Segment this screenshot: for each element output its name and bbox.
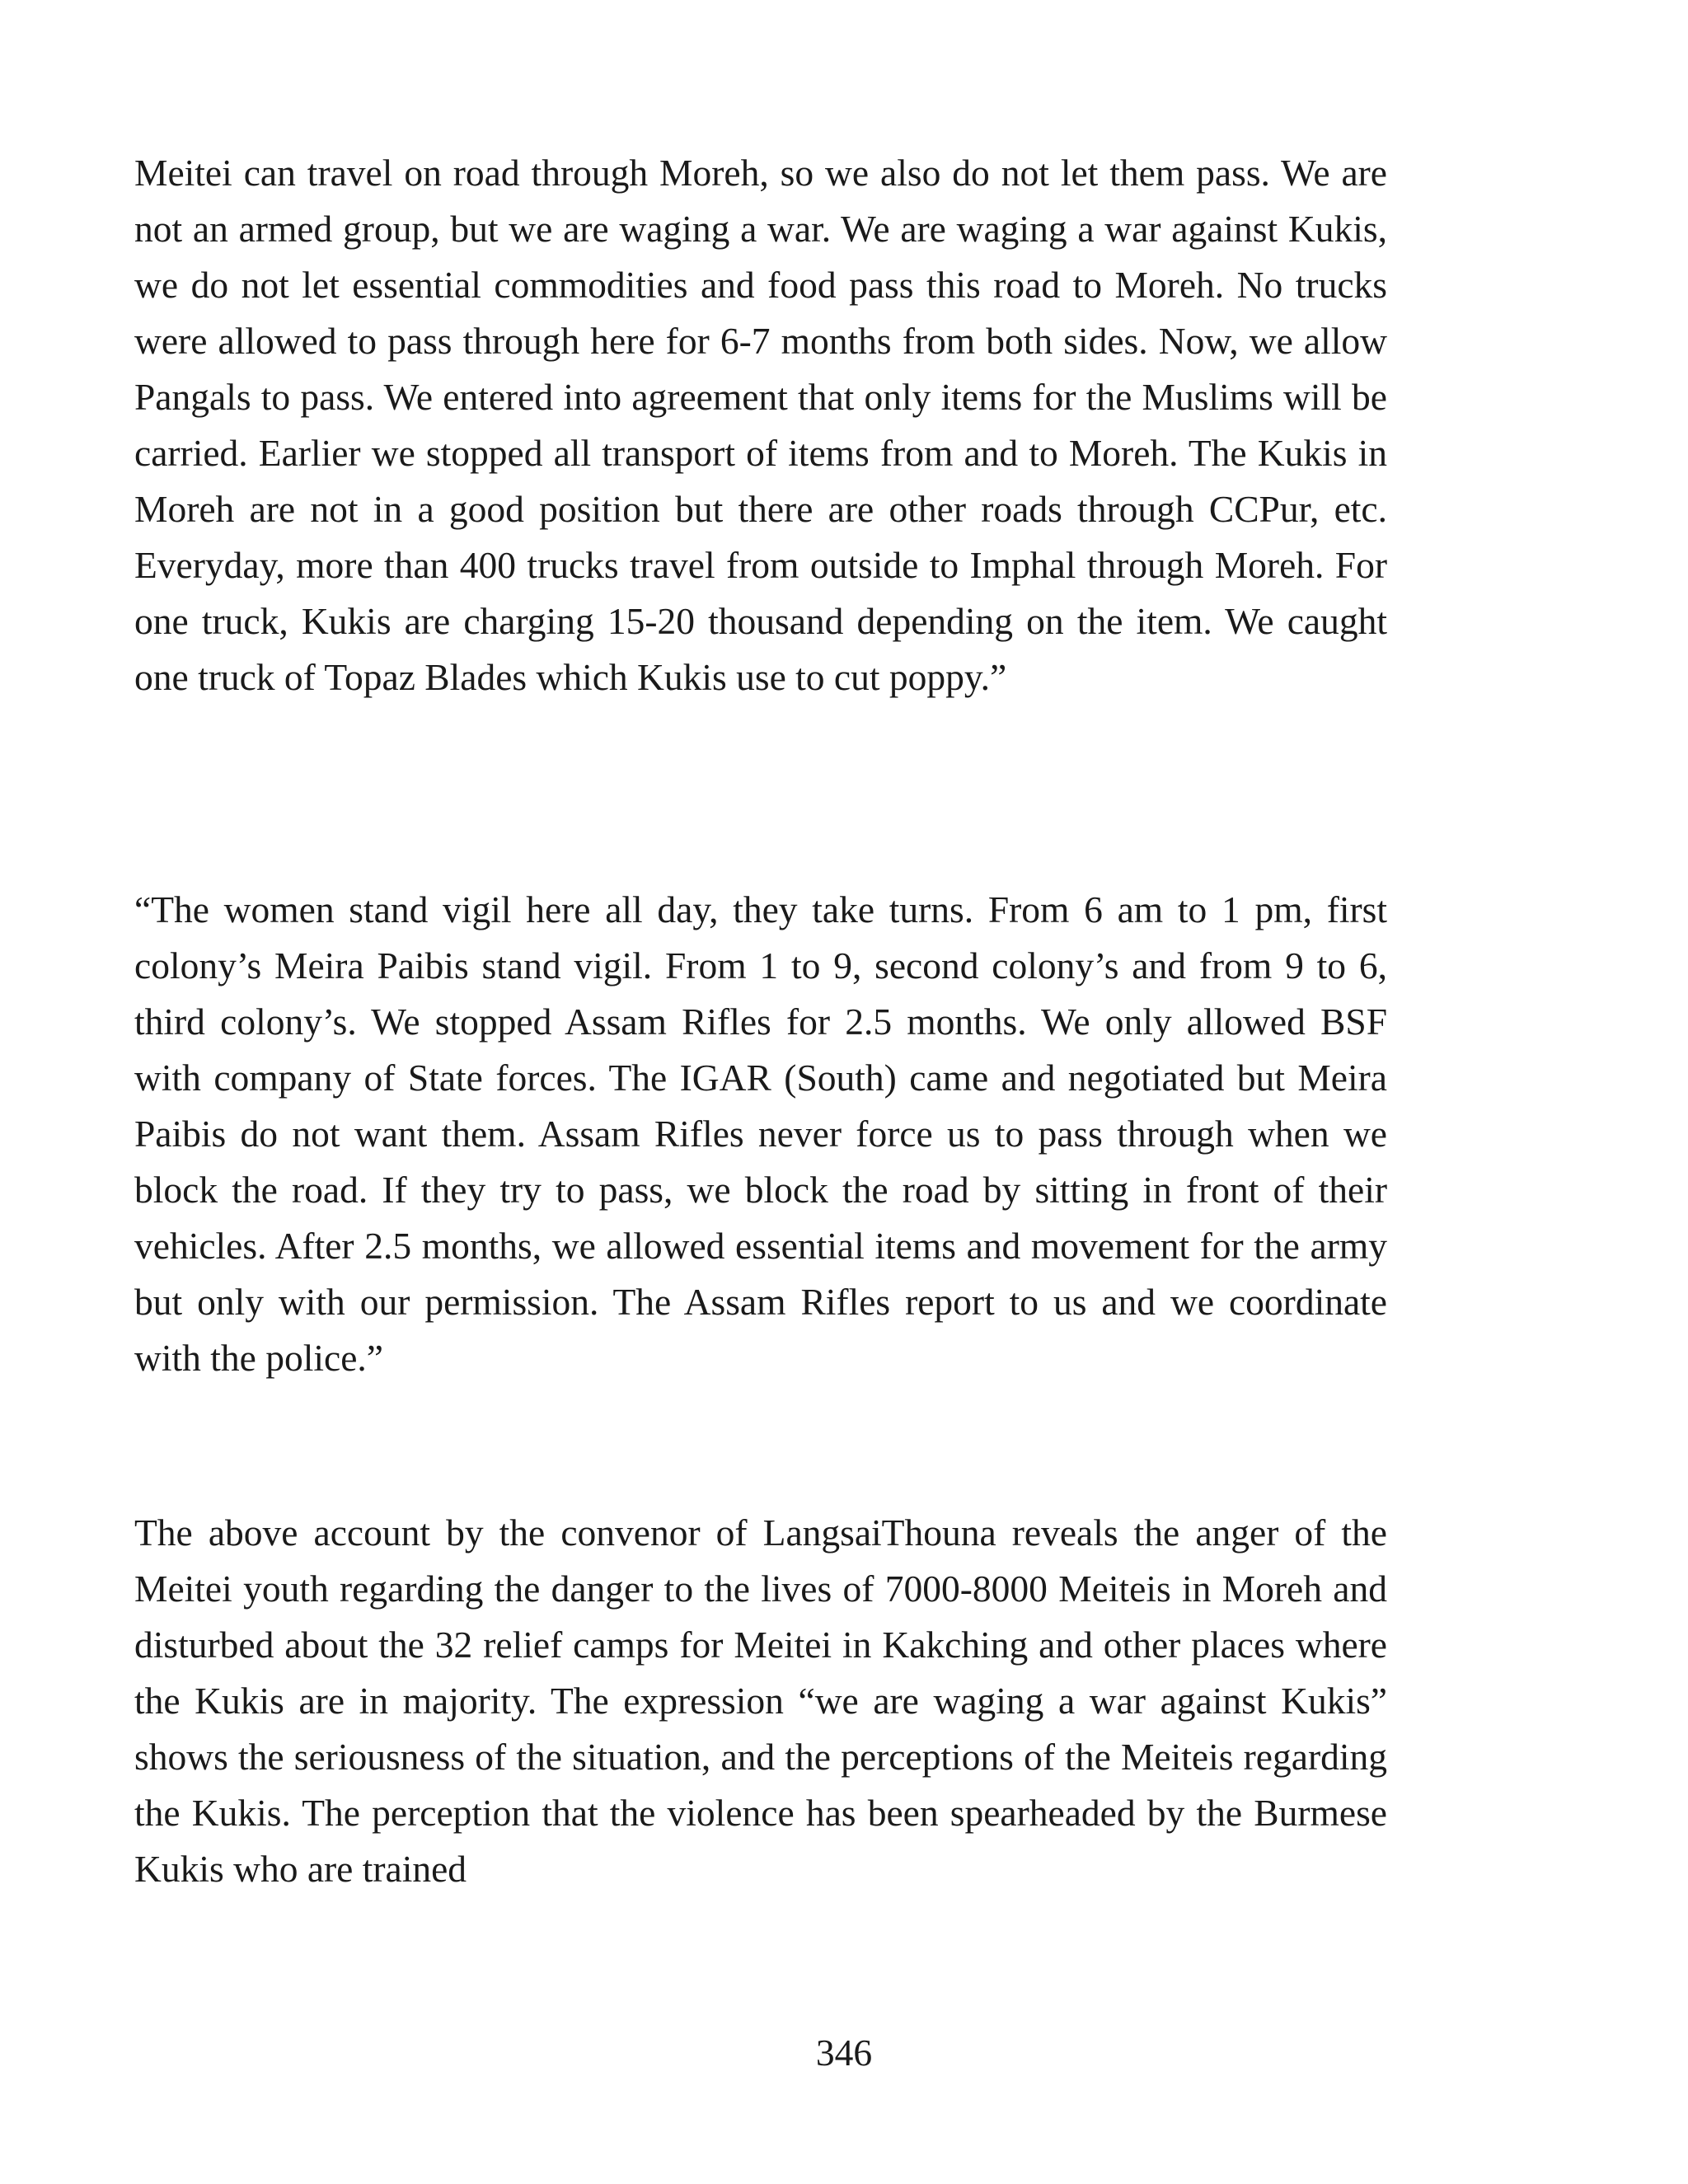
paragraph-road-account: Meitei can travel on road through Moreh, so we also do not let them pass. We are not an armed group, but we are waging a war. We are waging a war against Kukis, we do not let essential commodities and food pass this road to Moreh. No trucks were allowed to pass through here for 6-7 months from both sides. Now, we allow Pangals to pass. We entered into agreement that only items for the Muslims will be carried. Earlier we stopped all transport of items from and to Moreh. The Kukis in Moreh are not in a good position but there are other roads through CCPur, etc. Everyday, more than 400 trucks travel from outside to Imphal through Moreh. For one truck, Kukis are charging 15-20 thousand depending on the item. We caught one truck of Topaz Blades which Kukis use to cut poppy.”: [134, 152, 1387, 698]
paragraph-convenor-analysis: The above account by the convenor of LangsaiThouna reveals the anger of the Meitei youth regarding the danger to the lives of 7000-8000 Meiteis in Moreh and disturbed about the 32 relief camps for Meitei in Kakching and other places where the Kukis are in majority. The expression “we are waging a war against Kukis” shows the seriousness of the situation, and the perceptions of the Meiteis regarding the Kukis. The perception that the violence has been spearheaded by the Burmese Kukis who are trained: [134, 1511, 1387, 1890]
page-number: 346: [815, 2032, 873, 2074]
paragraph-women-vigil: “The women stand vigil here all day, they take turns. From 6 am to 1 pm, first colony’s Meira Paibis stand vigil. From 1 to 9, second colony’s and from 9 to 6, third colony’s. We stopped Assam Rifles for 2.5 months. We only allowed BSF with company of State forces. The IGAR (South) came and negotiated but Meira Paibis do not want them. Assam Rifles never force us to pass through when we block the road. If they try to pass, we block the road by sitting in front of their vehicles. After 2.5 months, we allowed essential items and movement for the army but only with our permission. The Assam Rifles report to us and we coordinate with the police.”: [134, 888, 1387, 1379]
